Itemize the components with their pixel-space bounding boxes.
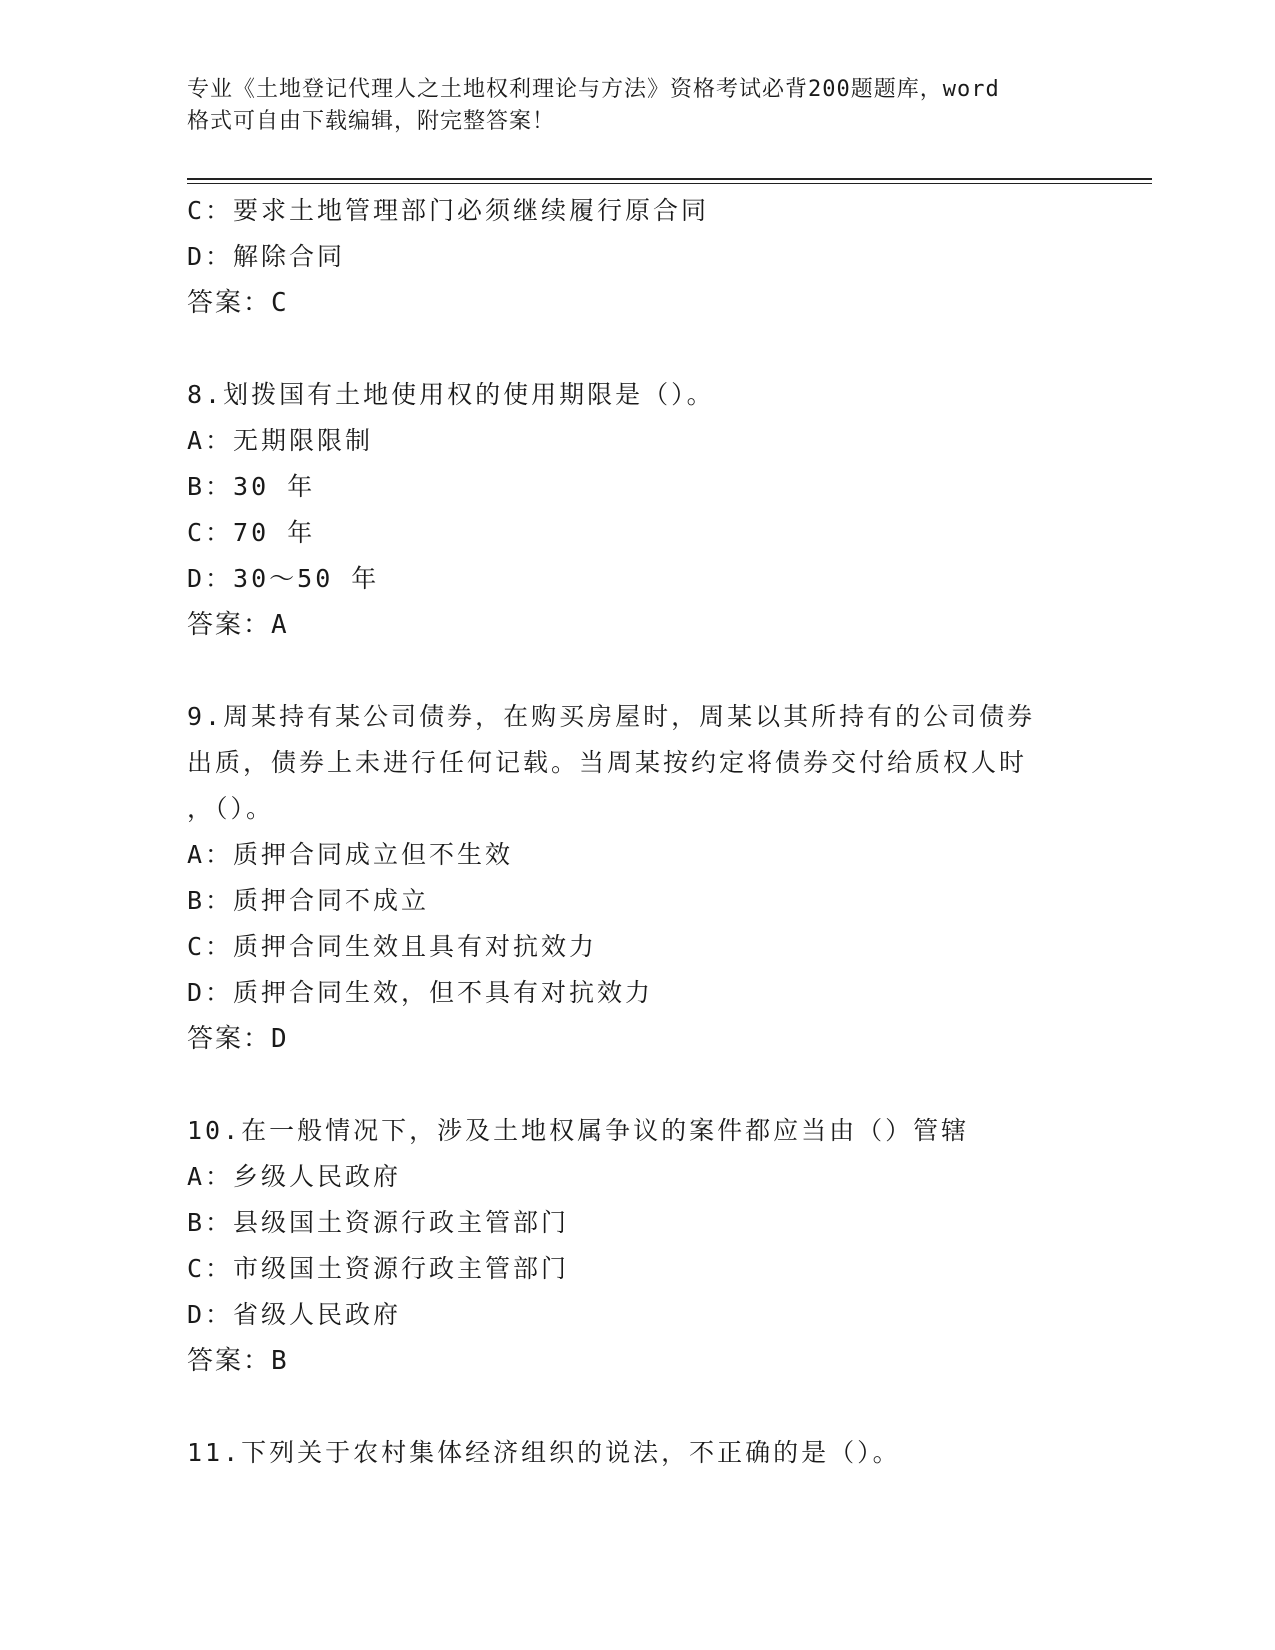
answer-line — [187, 1338, 1087, 1384]
answer-line — [187, 1016, 1087, 1062]
answer-value: C — [271, 288, 289, 318]
answer-value: A — [271, 610, 289, 640]
header-divider-thick — [187, 178, 1152, 180]
header-divider-thin — [187, 183, 1152, 184]
option-d: D：质押合同生效，但不具有对抗效力 — [187, 978, 654, 1007]
option-d: D：解除合同 — [187, 242, 346, 271]
question-stem: 11.下列关于农村集体经济组织的说法，不正确的是（）。 — [187, 1438, 901, 1467]
option-b: B：县级国土资源行政主管部门 — [187, 1208, 570, 1237]
option-a: A：无期限限制 — [187, 426, 374, 455]
question-10 — [187, 1108, 1087, 1384]
header-line-1: 专业《土地登记代理人之土地权利理论与方法》资格考试必背200题题库，word — [187, 77, 1000, 102]
option-c: C：70 年 — [187, 518, 316, 547]
answer-value: B — [271, 1346, 289, 1376]
option-c: C：质押合同生效且具有对抗效力 — [187, 932, 598, 961]
question-stem: 10.在一般情况下，涉及土地权属争议的案件都应当由（）管辖 — [187, 1116, 970, 1145]
option-a: A：乡级人民政府 — [187, 1162, 402, 1191]
answer-label: 答案： — [187, 1024, 272, 1054]
option-a: A：质押合同成立但不生效 — [187, 840, 514, 869]
answer-label: 答案： — [187, 288, 272, 318]
question-stem-line-3: ，（）。 — [187, 794, 275, 823]
option-b: B：30 年 — [187, 472, 316, 501]
question-11 — [187, 1430, 1087, 1476]
header-line-2: 格式可自由下载编辑，附完整答案！ — [187, 109, 556, 134]
answer-label: 答案： — [187, 1346, 272, 1376]
question-stem: 8.划拨国有土地使用权的使用期限是（）。 — [187, 380, 715, 409]
option-d: D：省级人民政府 — [187, 1300, 402, 1329]
option-d: D：30～50 年 — [187, 564, 380, 593]
answer-line — [187, 280, 1087, 326]
answer-value: D — [271, 1024, 289, 1054]
document-header — [187, 74, 1067, 138]
answer-label: 答案： — [187, 610, 272, 640]
answer-line — [187, 602, 1087, 648]
question-9 — [187, 694, 1087, 1062]
question-7-continued — [187, 188, 1087, 326]
document-body — [187, 188, 1087, 1476]
question-stem-line-2: 出质，债券上未进行任何记载。当周某按约定将债券交付给质权人时 — [187, 748, 1028, 777]
option-c: C：市级国土资源行政主管部门 — [187, 1254, 570, 1283]
option-c: C：要求土地管理部门必须继续履行原合同 — [187, 196, 710, 225]
option-b: B：质押合同不成立 — [187, 886, 430, 915]
question-stem-line-1: 9.周某持有某公司债券，在购买房屋时，周某以其所持有的公司债券 — [187, 702, 1036, 731]
question-8 — [187, 372, 1087, 648]
